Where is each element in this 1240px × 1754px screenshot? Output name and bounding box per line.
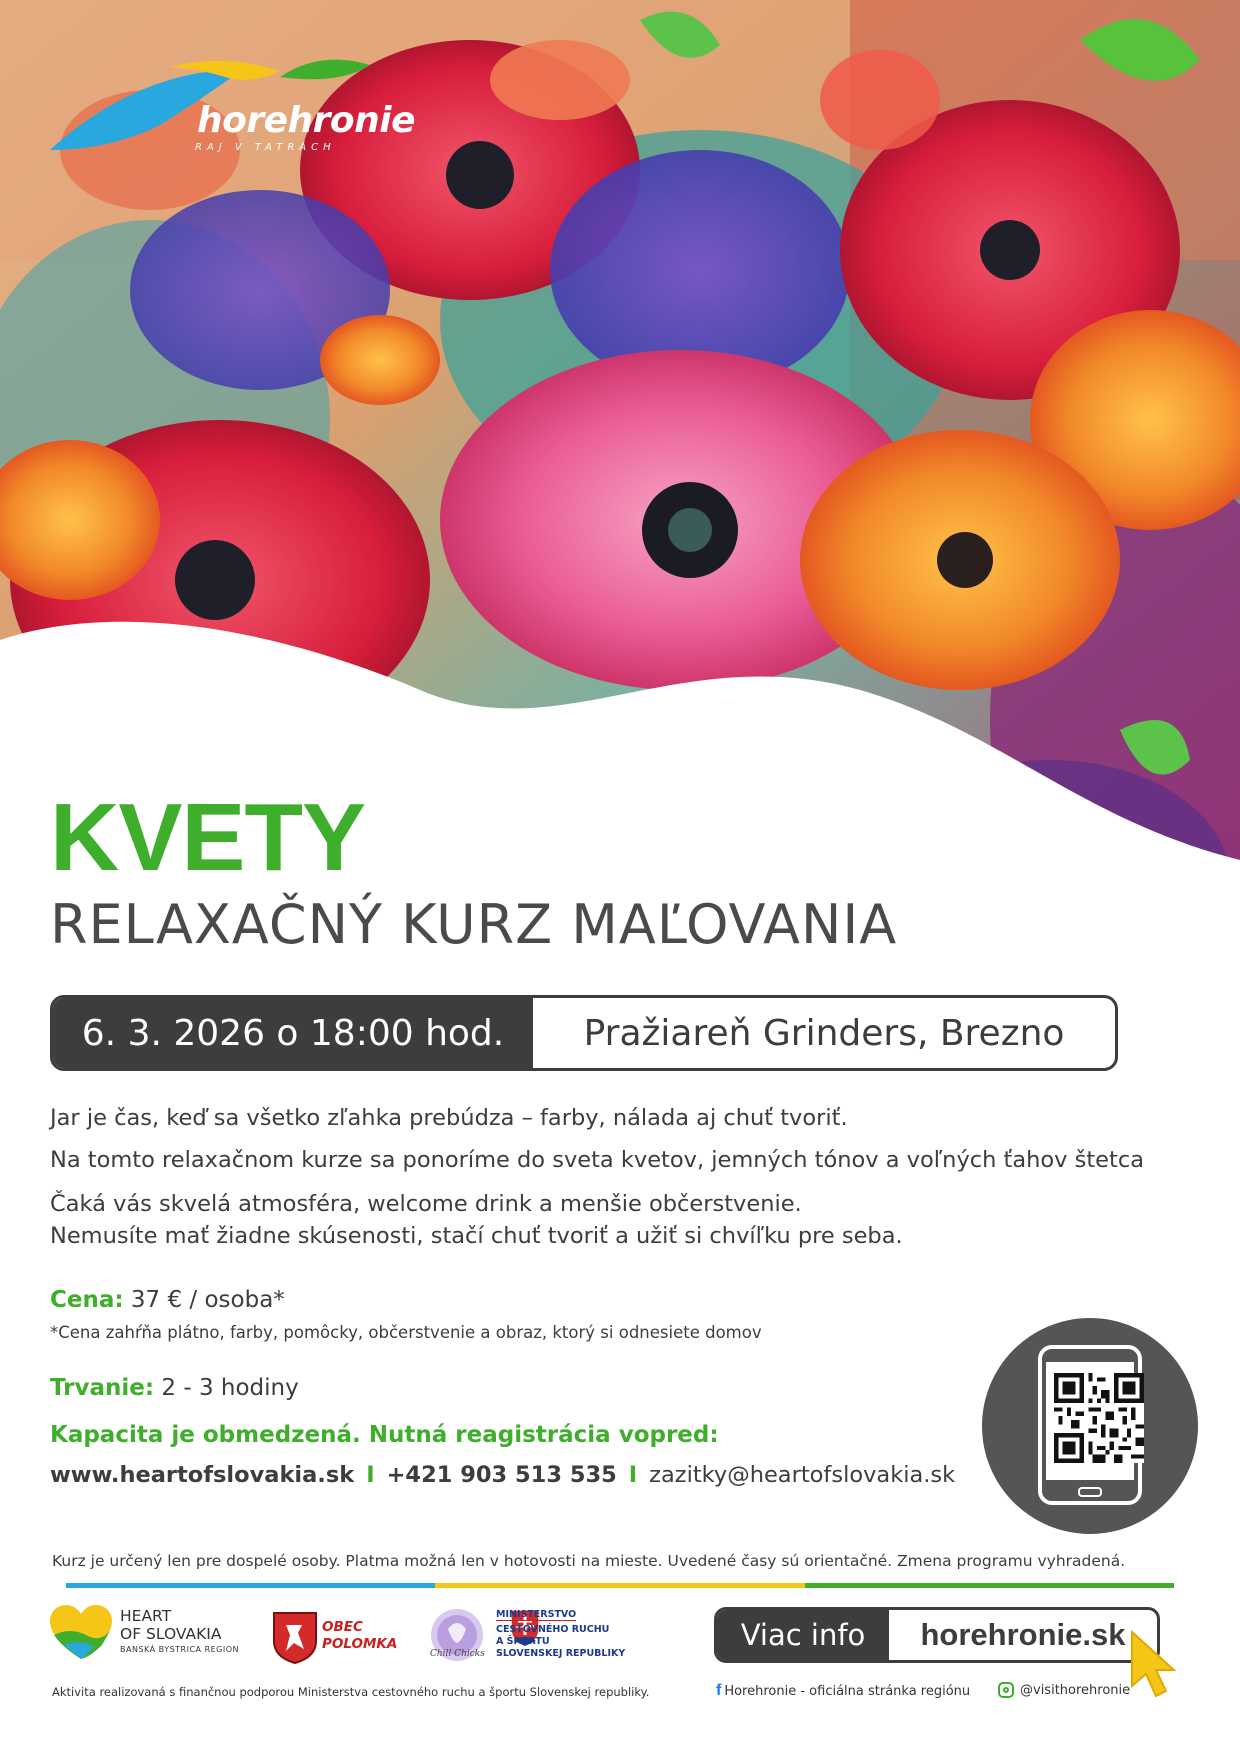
funding-note: Aktivita realizovaná s finančnou podporou Ministerstva cestovného ruchu a športu Slovenskej republiky. — [52, 1685, 650, 1699]
more-info-label: Viac info — [717, 1610, 889, 1660]
cursor-pointer-icon — [1128, 1628, 1188, 1700]
brand-tagline: RAJ V TATRÁCH — [195, 142, 336, 153]
price-value: 37 € / osoba* — [130, 1287, 285, 1313]
partner-logos — [50, 1605, 700, 1675]
website-link[interactable]: www.heartofslovakia.sk — [50, 1462, 355, 1488]
phone-link[interactable]: +421 903 513 535 — [386, 1462, 617, 1488]
price-row — [50, 1287, 285, 1313]
event-venue: Pražiareň Grinders, Brezno — [583, 1012, 1065, 1054]
heart-of-slovakia-logo — [50, 1605, 280, 1675]
email-link[interactable]: zazitky@heartofslovakia.sk — [649, 1462, 956, 1488]
event-datetime: 6. 3. 2026 o 18:00 hod. — [53, 998, 533, 1068]
price-note: *Cena zahŕňa plátno, farby, pomôcky, občerstvenie a obraz, ktorý si odnesiete domov — [50, 1323, 762, 1342]
hos-region: BANSKÁ BYSTRICA REGION — [120, 1645, 240, 1654]
event-title: KVETY — [50, 784, 366, 891]
contact-row — [50, 1462, 955, 1488]
separator: I — [628, 1462, 638, 1488]
more-info-url[interactable]: horehronie.sk — [920, 1617, 1126, 1652]
registration-heading: Kapacita je obmedzená. Nutná reagistrácia vopred: — [50, 1422, 719, 1448]
color-stripe — [66, 1583, 1174, 1588]
instagram-icon — [998, 1682, 1014, 1698]
brand-name: horehronie — [197, 100, 416, 141]
description-line: Nemusíte mať žiadne skúsenosti, stačí chuť tvoriť a užiť si chvíľku pre seba. — [50, 1223, 903, 1249]
description-line: Čaká vás skvelá atmosféra, welcome drink a menšie občerstvenie. — [50, 1191, 802, 1217]
facebook-icon: f — [716, 1682, 722, 1699]
description-line: Na tomto relaxačnom kurze sa ponoríme do sveta kvetov, jemných tónov a voľných ťahov štetca — [50, 1147, 1145, 1173]
hos-name: HEART OF SLOVAKIA — [120, 1607, 222, 1643]
duration-value: 2 - 3 hodiny — [161, 1375, 299, 1401]
ministry-name: MINISTERSTVO CESTOVNÉHO RUCHU A ŠPORTU SLOVENSKEJ REPUBLIKY — [496, 1609, 626, 1659]
disclaimer: Kurz je určený len pre dospelé osoby. Platma možná len v hotovosti na mieste. Uvedené časy sú orientačné. Zmena programu vyhradená. — [52, 1552, 1126, 1570]
duration-label: Trvanie: — [50, 1375, 155, 1401]
chill-chicks-name: Chill Chicks — [430, 1649, 485, 1659]
more-info-button[interactable] — [714, 1607, 1160, 1663]
facebook-link[interactable] — [716, 1682, 970, 1700]
instagram-link[interactable] — [998, 1682, 1130, 1698]
phone-home-button — [1078, 1487, 1102, 1497]
obec-polomka-logo — [268, 1607, 418, 1673]
duration-row — [50, 1375, 299, 1401]
qr-code-icon[interactable] — [1054, 1373, 1144, 1463]
coat-of-arms-icon — [272, 1611, 318, 1665]
event-subtitle: RELAXAČNÝ KURZ MAĽOVANIA — [50, 893, 898, 956]
chill-chicks-logo — [426, 1605, 488, 1673]
obec-name: OBEC POLOMKA — [322, 1619, 398, 1652]
event-info-bar — [50, 995, 1118, 1071]
ministry-divider — [496, 1620, 576, 1621]
description-line: Jar je čas, keď sa všetko zľahka prebúdza – farby, nálada aj chuť tvoriť. — [50, 1105, 848, 1131]
separator: I — [366, 1462, 375, 1488]
instagram-label: @visithorehronie — [1020, 1682, 1131, 1698]
facebook-label: Horehronie - oficiálna stránka regiónu — [724, 1683, 971, 1699]
price-label: Cena: — [50, 1287, 124, 1313]
heart-icon — [50, 1605, 112, 1661]
